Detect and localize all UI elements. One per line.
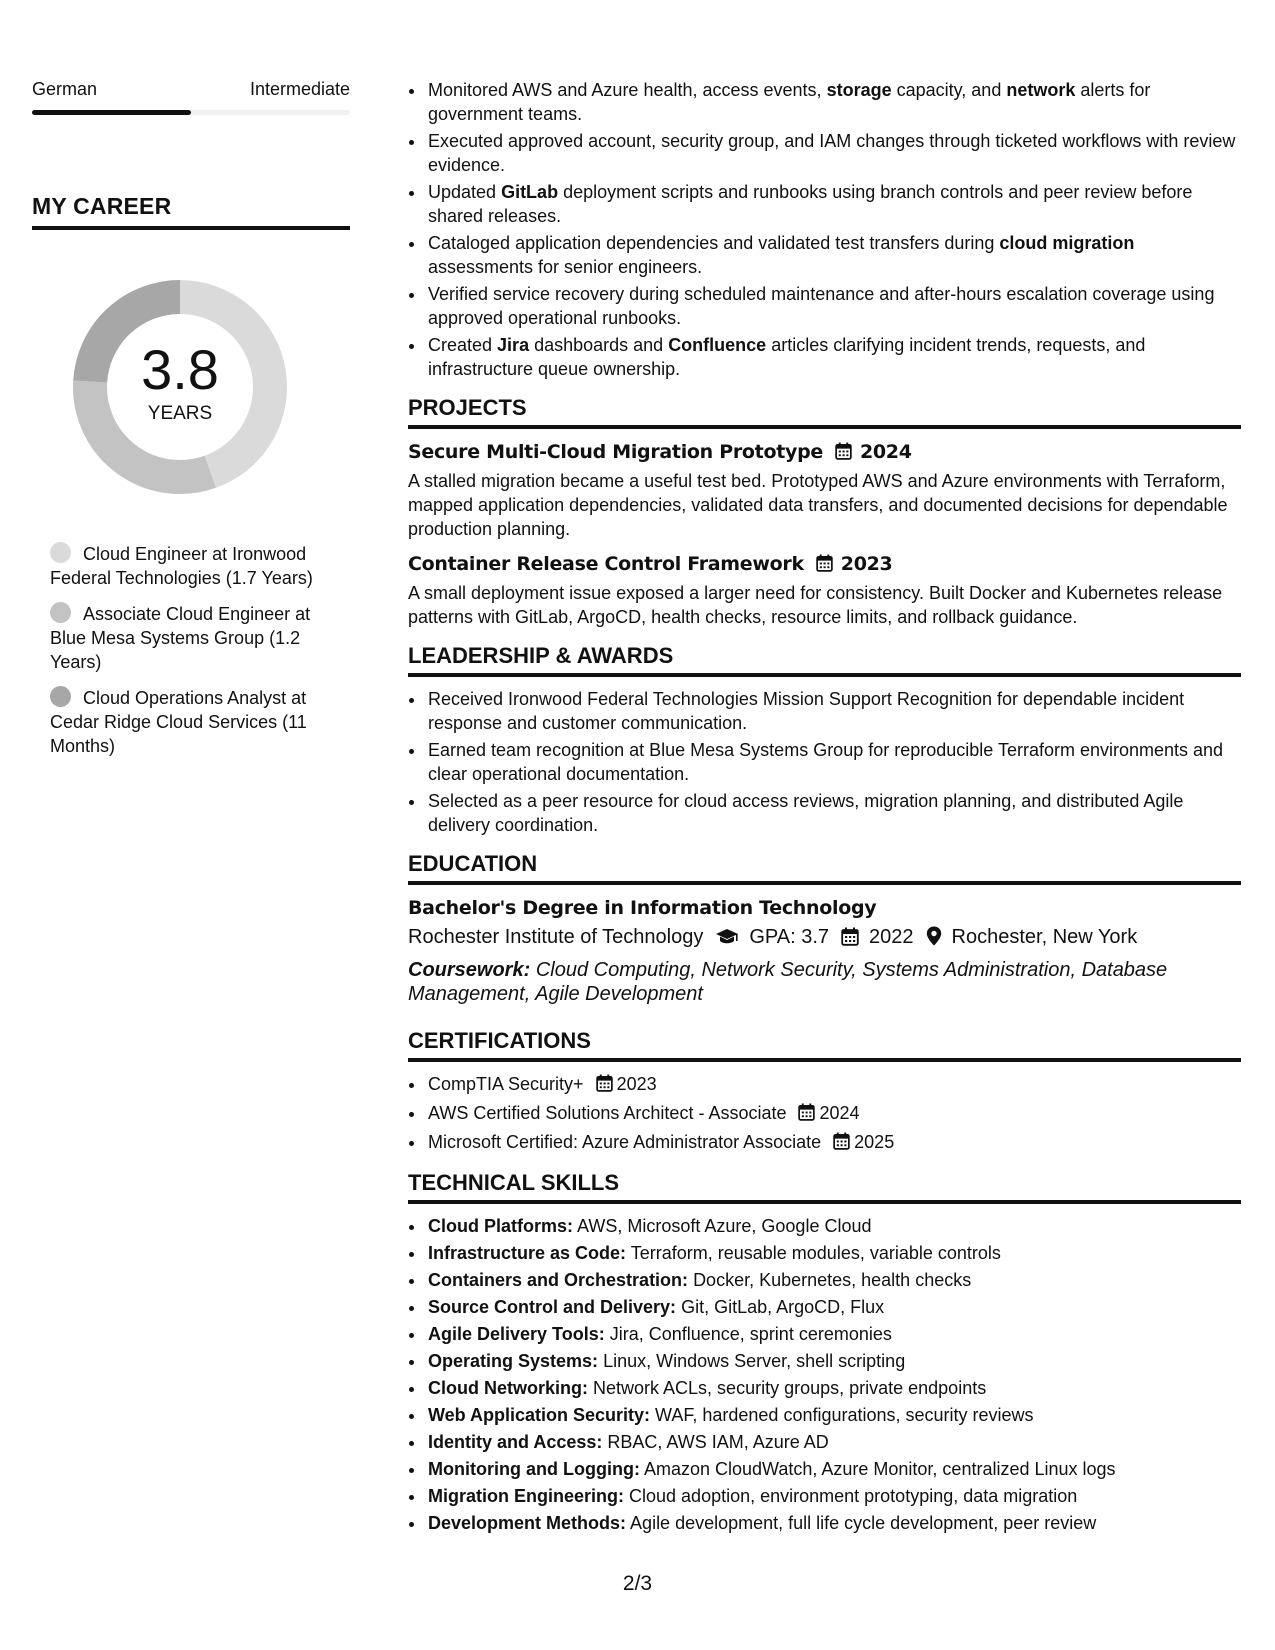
skill-value: Linux, Windows Server, shell scripting [603, 1351, 906, 1371]
bullet-text: articles clarifying incident trends, requests, and infrastructure queue ownership. [428, 335, 1146, 379]
project-description: A stalled migration became a useful test bed. Prototyped AWS and Azure environments with Terraform, mapped application dependencies, validated data transfers, and documented decisions for dependable production planning. [408, 471, 1228, 539]
education-details [408, 923, 1241, 954]
career-donut-chart [65, 272, 295, 502]
language-proficiency-bar [32, 110, 350, 115]
skill-item [426, 1457, 1241, 1481]
legend-dot [50, 602, 71, 623]
skill-label: Cloud Platforms: [428, 1216, 574, 1236]
leadership-item: • Selected as a peer resource for cloud access reviews, migration planning, and distributed Agile delivery coordination. [426, 789, 1241, 837]
skill-label: Operating Systems: [428, 1351, 599, 1371]
legend-item [50, 602, 340, 674]
bullet-keyword: Jira [497, 335, 530, 355]
skill-item [426, 1268, 1241, 1292]
language-level: Intermediate [249, 79, 350, 99]
certification-year: 2023 [616, 1074, 657, 1094]
skill-label: Monitoring and Logging: [428, 1459, 640, 1479]
projects-section [408, 395, 1241, 629]
education-year: 2022 [869, 926, 914, 948]
legend-dot [50, 542, 71, 563]
certification-name: Microsoft Certified: Azure Administrator Associate [428, 1132, 822, 1152]
skill-value: Terraform, reusable modules, variable controls [630, 1243, 1001, 1263]
skills-list [408, 1214, 1241, 1535]
language-row [32, 78, 350, 100]
skill-item [426, 1484, 1241, 1508]
right-column [408, 78, 1241, 1538]
certification-year: 2025 [854, 1132, 895, 1152]
skill-item [426, 1376, 1241, 1400]
project-description: A small deployment issue exposed a larger need for consistency. Built Docker and Kubernetes release patterns with GitLab, ArgoCD, health checks, resource limits, and rollback guidance. [408, 583, 1223, 627]
skill-value: Cloud adoption, environment prototyping, data migration [629, 1486, 1078, 1506]
certifications-heading: CERTIFICATIONS [408, 1028, 1241, 1062]
education-location: Rochester, New York [951, 926, 1138, 948]
bullet-keyword: Confluence [668, 335, 767, 355]
skill-label: Web Application Security: [428, 1405, 651, 1425]
bullet-text: assessments for senior engineers. [428, 257, 703, 277]
bullet-keyword: network [1006, 80, 1076, 100]
experience-bullet [426, 78, 1241, 126]
education-heading: EDUCATION [408, 851, 1241, 885]
skill-value: Git, GitLab, ArgoCD, Flux [681, 1297, 885, 1317]
coursework-value: Cloud Computing, Network Security, Systems Administration, Database Management, Agile Development [408, 959, 1168, 1005]
leadership-list [408, 687, 1241, 837]
project-year: 2023 [840, 553, 893, 575]
education-gpa: GPA: 3.7 [749, 926, 830, 948]
legend-label: Cloud Operations Analyst at Cedar Ridge Cloud Services (11 Months) [50, 688, 307, 756]
language-proficiency-fill [32, 110, 191, 115]
calendar-icon [841, 926, 859, 954]
bullet-text: dashboards and [529, 335, 669, 355]
bullet-text: capacity, and [891, 80, 1007, 100]
experience-bullet [426, 282, 1241, 330]
skills-heading: TECHNICAL SKILLS [408, 1170, 1241, 1204]
skill-value: WAF, hardened configurations, security reviews [655, 1405, 1034, 1425]
donut-center-label [65, 340, 295, 426]
skill-value: Docker, Kubernetes, health checks [693, 1270, 972, 1290]
experience-bullet [426, 129, 1241, 177]
skill-label: Identity and Access: [428, 1432, 603, 1452]
legend-dot [50, 686, 71, 707]
legend-label: Cloud Engineer at Ironwood Federal Technologies (1.7 Years) [50, 544, 313, 588]
bullet-text: alerts for government teams. [428, 80, 1151, 124]
skill-value: Agile development, full life cycle development, peer review [630, 1513, 1097, 1533]
career-legend [50, 542, 340, 758]
project-item [408, 551, 1241, 629]
skill-label: Development Methods: [428, 1513, 627, 1533]
bullet-text: Monitored AWS and Azure health, access events, [428, 80, 827, 100]
bullet-text: Verified service recovery during scheduled maintenance and after-hours escalation coverage using approved operational runbooks. [428, 284, 1215, 328]
leadership-item: • Earned team recognition at Blue Mesa Systems Group for reproducible Terraform environments and clear operational documentation. [426, 738, 1241, 786]
certification-item [426, 1072, 1241, 1098]
education-section [408, 851, 1241, 1006]
calendar-icon [835, 441, 852, 467]
career-total-unit: YEARS [147, 403, 213, 424]
project-item [408, 439, 1241, 541]
coursework-label: Coursework: [408, 959, 531, 981]
project-title-row [408, 551, 1241, 579]
career-total-value: 3.8 [141, 338, 219, 401]
certification-year: 2024 [819, 1103, 860, 1123]
project-title-row [408, 439, 1241, 467]
skill-value: Jira, Confluence, sprint ceremonies [609, 1324, 892, 1344]
experience-bullets [408, 78, 1241, 381]
legend-label: Associate Cloud Engineer at Blue Mesa Systems Group (1.2 Years) [50, 604, 311, 672]
projects-list [408, 439, 1241, 629]
skill-value: AWS, Microsoft Azure, Google Cloud [577, 1216, 872, 1236]
language-name: German [32, 79, 98, 99]
project-title: Container Release Control Framework [408, 553, 804, 575]
graduation-cap-icon [715, 926, 739, 954]
career-heading: MY CAREER [32, 193, 350, 230]
calendar-icon [833, 1132, 850, 1156]
certifications-list [408, 1072, 1241, 1156]
certification-name: CompTIA Security+ [428, 1074, 584, 1094]
bullet-keyword: cloud migration [999, 233, 1135, 253]
bullet-keyword: GitLab [501, 182, 559, 202]
calendar-icon [798, 1103, 815, 1127]
skill-label: Migration Engineering: [428, 1486, 624, 1506]
page-number: 2/3 [622, 1572, 653, 1595]
skills-section [408, 1170, 1241, 1535]
experience-bullet [426, 180, 1241, 228]
bullet-text: Updated [428, 182, 502, 202]
calendar-icon [596, 1074, 613, 1098]
skill-item [426, 1214, 1241, 1238]
education-coursework [408, 958, 1241, 1006]
certification-name: AWS Certified Solutions Architect - Associate [428, 1103, 787, 1123]
legend-item [50, 686, 340, 758]
bullet-text: deployment scripts and runbooks using branch controls and peer review before shared releases. [428, 182, 1193, 226]
skill-label: Agile Delivery Tools: [428, 1324, 605, 1344]
leadership-heading: LEADERSHIP & AWARDS [408, 643, 1241, 677]
certification-item [426, 1101, 1241, 1127]
skill-value: Network ACLs, security groups, private endpoints [593, 1378, 987, 1398]
leadership-section [408, 643, 1241, 837]
skill-item [426, 1511, 1241, 1535]
skill-item [426, 1241, 1241, 1265]
project-title: Secure Multi-Cloud Migration Prototype [408, 441, 823, 463]
bullet-text: Cataloged application dependencies and validated test transfers during [428, 233, 1000, 253]
skill-label: Source Control and Delivery: [428, 1297, 677, 1317]
certification-item [426, 1130, 1241, 1156]
map-pin-icon [926, 926, 942, 954]
bullet-text: Executed approved account, security group, and IAM changes through ticketed workflows with review evidence. [428, 131, 1236, 175]
skill-value: RBAC, AWS IAM, Azure AD [607, 1432, 829, 1452]
left-column [32, 78, 350, 770]
skill-label: Infrastructure as Code: [428, 1243, 627, 1263]
skill-item [426, 1295, 1241, 1319]
legend-item [50, 542, 340, 590]
project-year: 2024 [859, 441, 912, 463]
skill-item [426, 1349, 1241, 1373]
leadership-item: • Received Ironwood Federal Technologies Mission Support Recognition for dependable incident response and customer communication. [426, 687, 1241, 735]
experience-bullet [426, 231, 1241, 279]
skill-item [426, 1430, 1241, 1454]
skill-item [426, 1403, 1241, 1427]
certifications-section [408, 1028, 1241, 1156]
skill-label: Containers and Orchestration: [428, 1270, 689, 1290]
experience-bullet [426, 333, 1241, 381]
skill-label: Cloud Networking: [428, 1378, 588, 1398]
projects-heading: PROJECTS [408, 395, 1241, 429]
skill-item [426, 1322, 1241, 1346]
calendar-icon [816, 553, 833, 579]
education-degree: Bachelor's Degree in Information Technology [408, 897, 877, 919]
skill-value: Amazon CloudWatch, Azure Monitor, centralized Linux logs [643, 1459, 1116, 1479]
education-school: Rochester Institute of Technology [408, 926, 704, 948]
bullet-keyword: storage [826, 80, 892, 100]
bullet-text: Created [428, 335, 498, 355]
